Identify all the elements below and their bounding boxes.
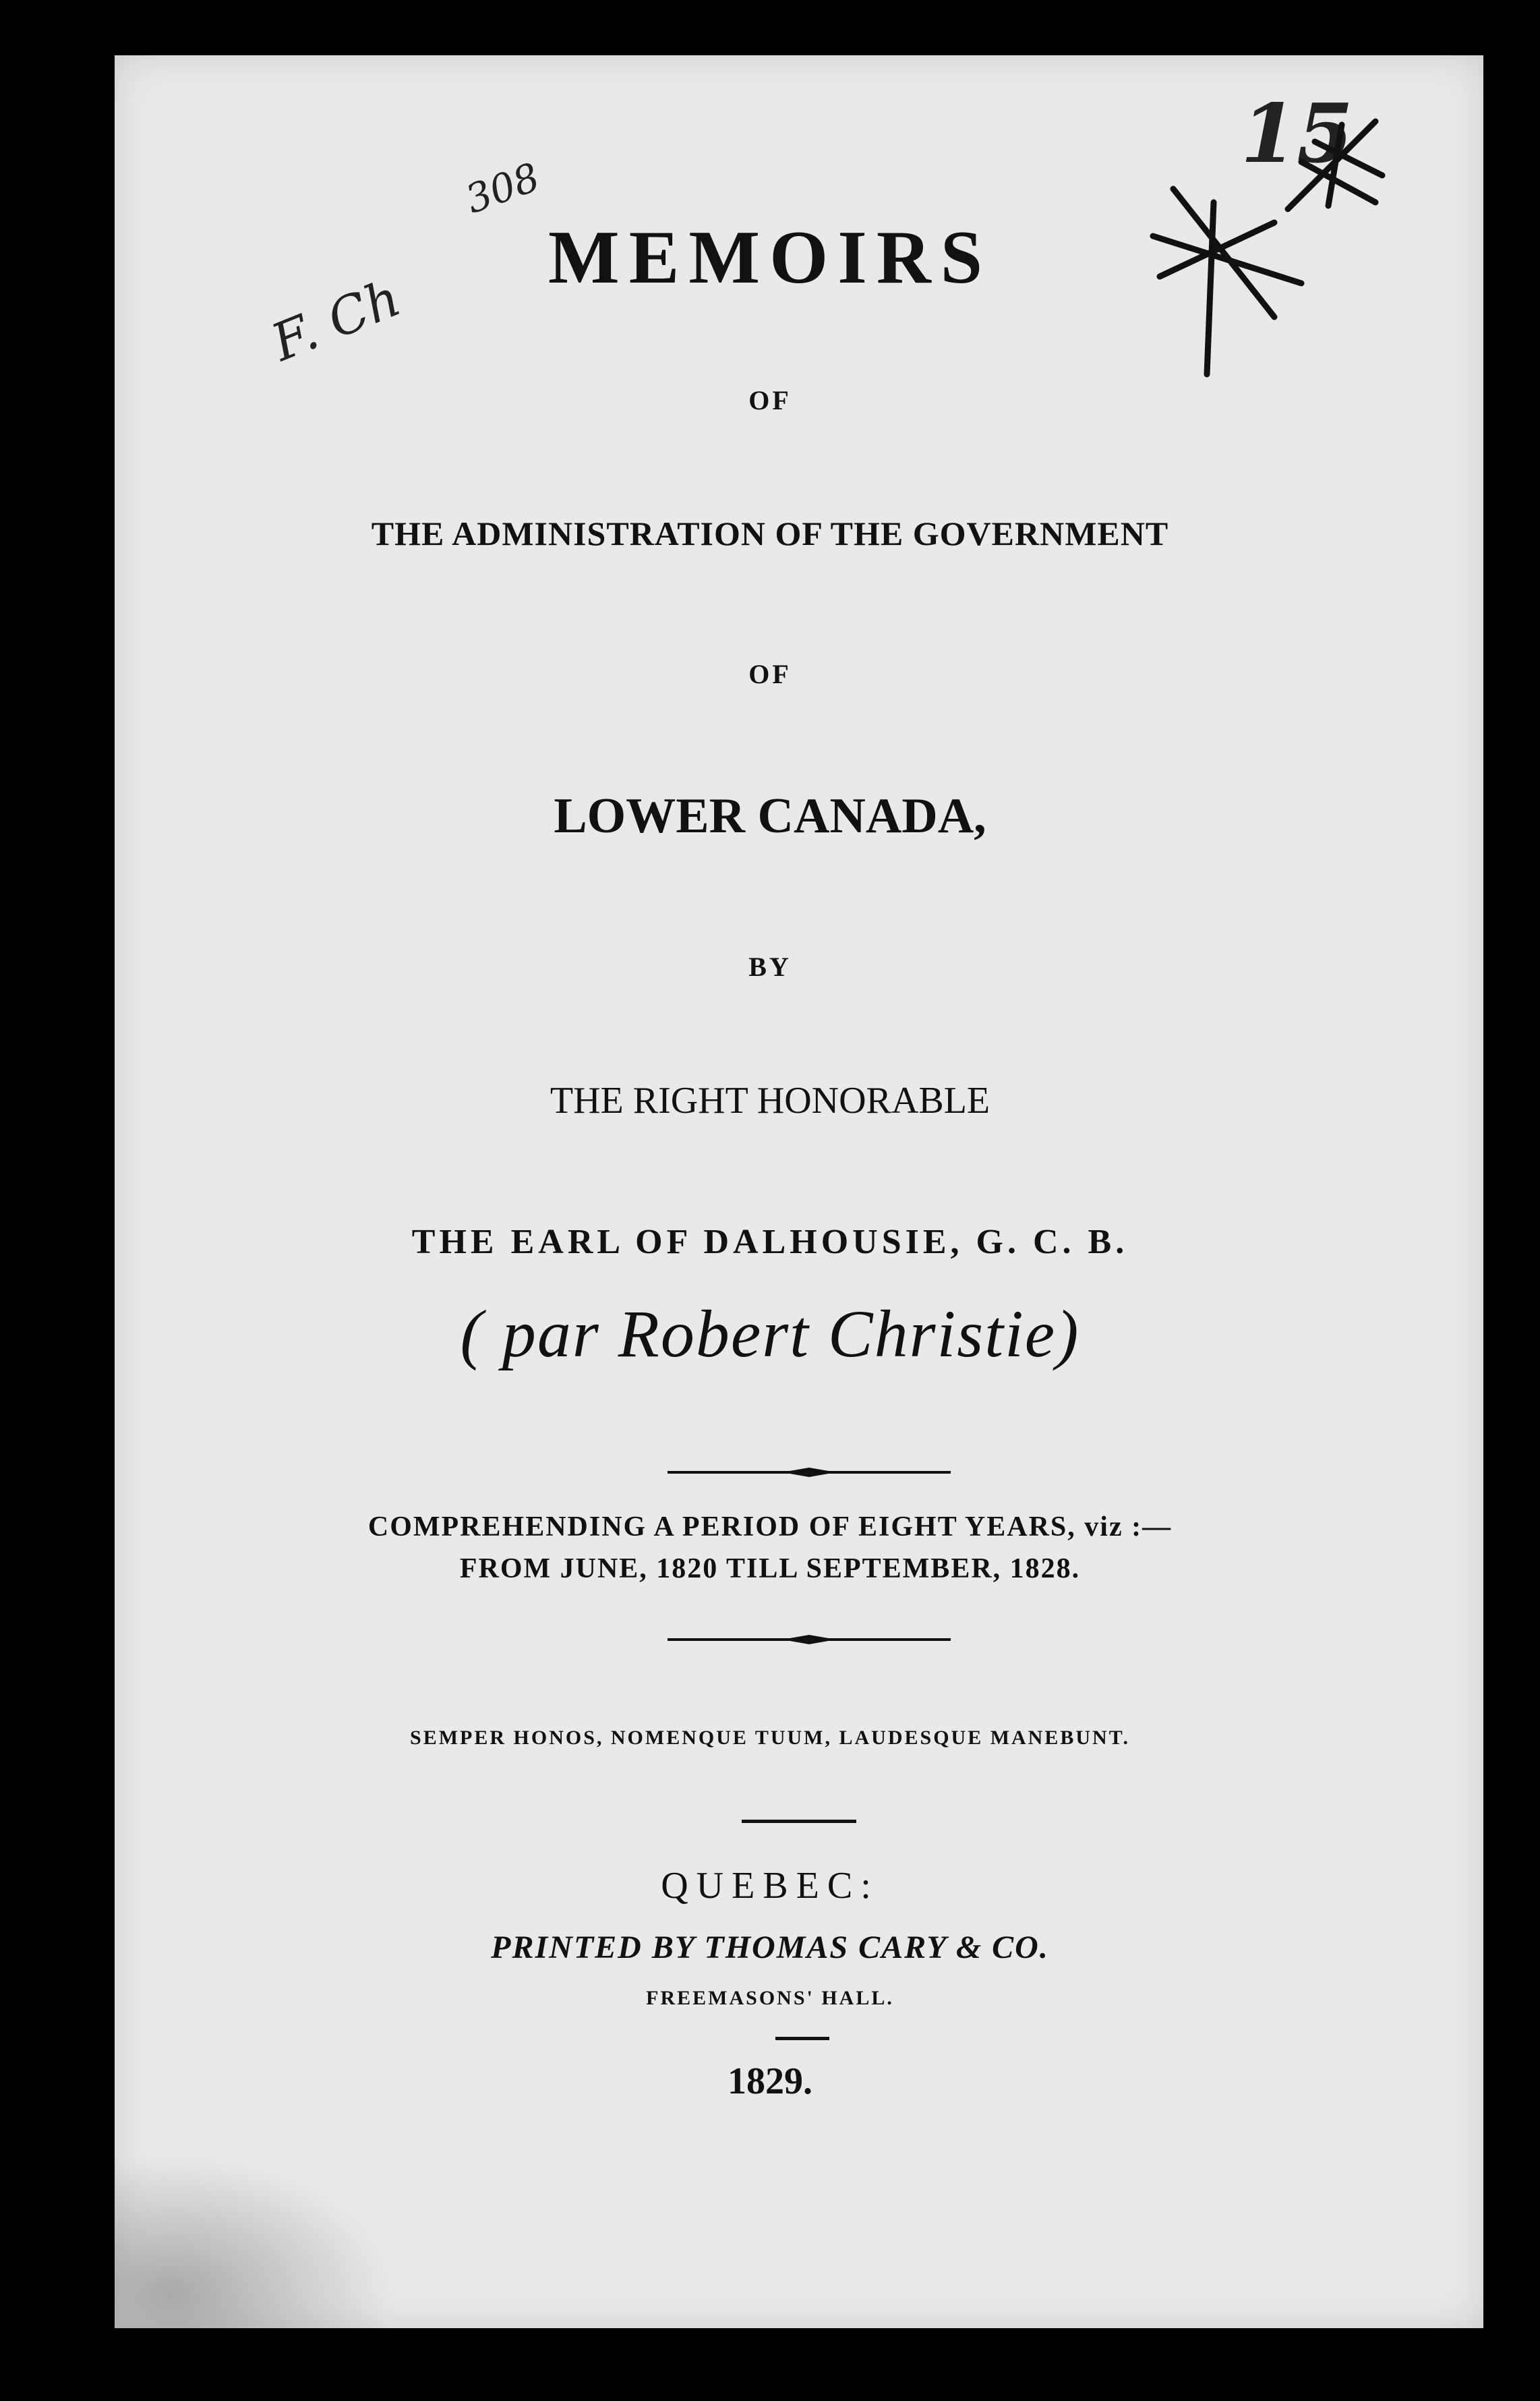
connector-of: OF: [748, 659, 792, 689]
divider-rule: [742, 1820, 856, 1823]
imprint-city: QUEBEC:: [661, 1865, 879, 1907]
handwritten-attribution: ( par Robert Christie): [460, 1296, 1080, 1371]
imprint-printer: PRINTED BY THOMAS CARY & CO.: [491, 1930, 1049, 1965]
imprint-year: 1829.: [728, 2060, 812, 2102]
connector-by: BY: [748, 952, 792, 982]
period-line-1: COMPREHENDING A PERIOD OF EIGHT YEARS, viz :—: [367, 1511, 1173, 1542]
book-title: MEMOIRS: [548, 216, 992, 299]
divider-rule: [775, 2037, 829, 2040]
imprint-location: FREEMASONS' HALL.: [646, 1987, 894, 2009]
subject-line: THE ADMINISTRATION OF THE GOVERNMENT: [371, 515, 1169, 552]
motto: SEMPER HONOS, NOMENQUE TUUM, LAUDESQUE MANEBUNT.: [410, 1727, 1130, 1749]
handwritten-number: 308: [459, 154, 546, 223]
place-name: LOWER CANADA,: [554, 788, 986, 844]
ornamental-rule: [668, 1635, 951, 1644]
handwritten-shelfmark: F. Ch: [263, 267, 409, 373]
author-title: THE EARL OF DALHOUSIE, G. C. B.: [411, 1223, 1129, 1261]
honorific: THE RIGHT HONORABLE: [550, 1080, 990, 1122]
period-line-2: FROM JUNE, 1820 TILL SEPTEMBER, 1828.: [459, 1553, 1081, 1584]
handwritten-mark: 15: [1241, 86, 1353, 181]
connector-of: OF: [748, 385, 792, 415]
ornamental-rule: [668, 1468, 951, 1477]
